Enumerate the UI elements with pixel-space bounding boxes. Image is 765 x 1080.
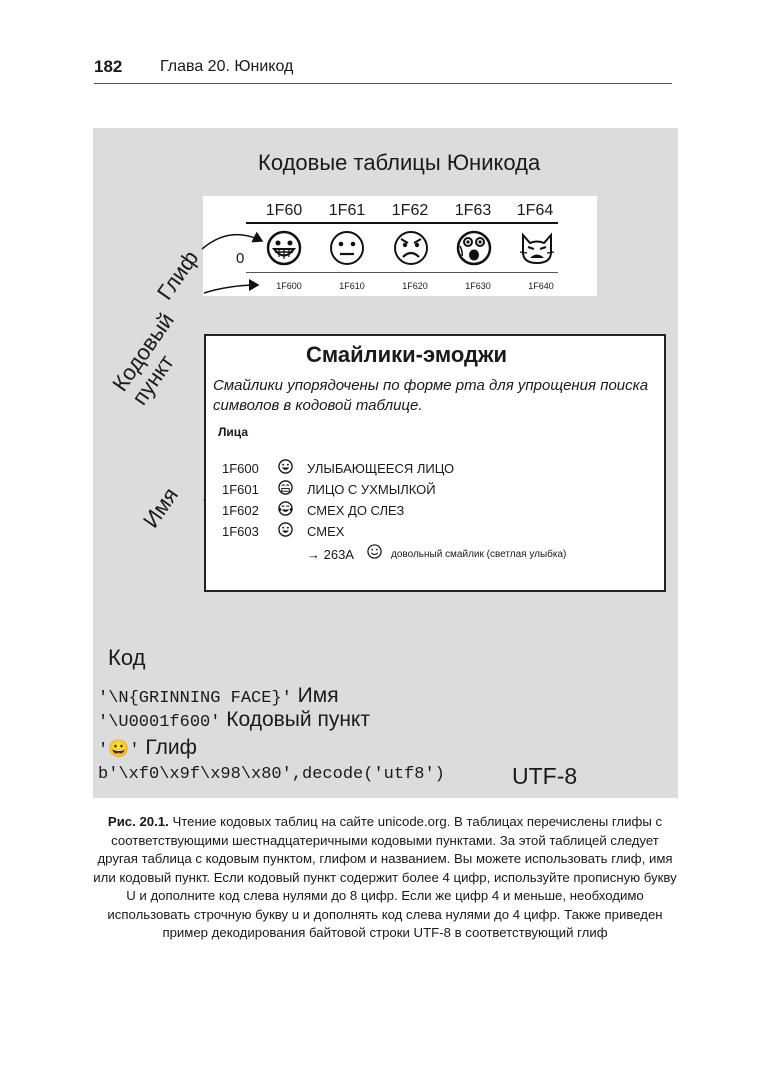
code-text: '\U0001f600' [98, 713, 221, 732]
list-item-code: 1F601 [222, 482, 259, 497]
angry-face-icon [393, 230, 429, 266]
code-text: '\N{GRINNING FACE}' [98, 689, 292, 708]
code-point-label: 1F630 [465, 281, 491, 291]
beaming-face-icon [278, 480, 293, 495]
list-item-name: СМЕХ [307, 524, 345, 539]
code-text: '😀' [98, 741, 140, 760]
column-header: 1F60 [265, 202, 303, 219]
name-label: Имя [138, 482, 184, 533]
header-divider [94, 83, 672, 84]
emoji-chart-description: Смайлики упорядочены по форме рта для упрощения поиска символов в кодовой таблице. [213, 377, 649, 414]
code-line-glyph [98, 736, 197, 760]
code-point-side-label: Кодовый пункт [107, 308, 179, 410]
column-header: 1F64 [516, 202, 554, 219]
face-with-open-mouth-icon [456, 230, 492, 266]
code-annotation: Глиф [139, 736, 197, 759]
list-item-name: ЛИЦО С УХМЫЛКОЙ [307, 482, 436, 497]
list-item-code: 1F603 [222, 524, 259, 539]
list-item-name: УЛЫБАЮЩЕЕСЯ ЛИЦО [307, 461, 455, 476]
neutral-face-icon [329, 230, 365, 266]
code-point-label: 1F600 [276, 281, 302, 291]
code-line-code-point [98, 708, 370, 732]
column-header: 1F63 [454, 202, 492, 219]
section-label: Лица [218, 425, 248, 439]
figure-title: Кодовые таблицы Юникода [258, 150, 541, 175]
code-annotation: Имя [291, 684, 339, 707]
utf8-label: UTF-8 [512, 763, 578, 789]
code-heading: Код [108, 645, 146, 670]
page-number: 182 [94, 57, 123, 76]
column-header: 1F61 [328, 202, 366, 219]
chapter-title: Глава 20. Юникод [160, 58, 294, 75]
grinning-face-icon [278, 459, 293, 474]
see-also-reference: → 263A [307, 547, 354, 562]
caption-label: Рис. 20.1. [107, 814, 169, 829]
weary-cat-face-icon [519, 230, 555, 266]
row-label: 0 [236, 250, 245, 267]
code-point-label: 1F620 [402, 281, 428, 291]
code-point-label: 1F640 [528, 281, 554, 291]
tears-of-joy-icon [278, 501, 293, 516]
code-line-name [98, 684, 339, 708]
code-point-label: 1F610 [339, 281, 365, 291]
table-row-rule [246, 272, 558, 273]
code-text: b'\xf0\x9f\x98\x80',decode('utf8') [98, 765, 445, 784]
code-annotation: Кодовый пункт [220, 708, 370, 731]
figure-caption [92, 813, 678, 943]
column-header: 1F62 [391, 202, 429, 219]
caption-text: Чтение кодовых таблиц на сайте unicode.org. В таблицах перечислены глифы с соответствующими шестнадцатеричными кодовыми пунктами. За этой таблицей следует другая таблица с кодовым пунктом, глифом и названием. Вы можете использовать глиф, имя или кодовый пункт. Если кодовый пункт содержит более 4 цифр, используйте прописную букву U и дополните код слева нулями до 8 цифр. Если же цифр 4 и меньше, необходимо использовать строчную букву u и дополнять код слева нулями до 4 цифр. Также приведен пример декодирования байтовой строки UTF-8 в соответствующий глиф [93, 814, 677, 940]
annotation-arrows [190, 225, 280, 305]
smiley-open-mouth-icon [278, 522, 293, 537]
list-item-code: 1F602 [222, 503, 259, 518]
emoji-chart-title: Смайлики-эмоджи [306, 342, 508, 367]
list-item-name: СМЕХ ДО СЛЕЗ [307, 503, 405, 518]
code-line-utf8 [98, 765, 445, 784]
list-item-code: 1F600 [222, 461, 259, 476]
see-also-description: довольный смайлик (светлая улыбка) [391, 549, 567, 560]
white-smiling-face-icon [367, 544, 382, 559]
table-header-rule [246, 222, 558, 224]
glyph-label: Глиф [152, 245, 204, 305]
